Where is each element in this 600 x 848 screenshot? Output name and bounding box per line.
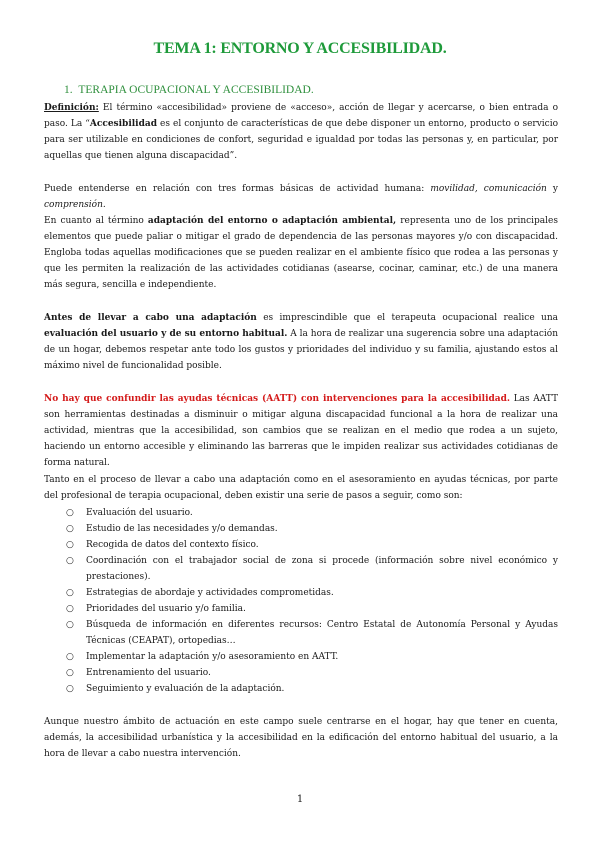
- paragraph-closing: Aunque nuestro ámbito de actuación en este campo suele centrarse en el hogar, hay que tener en cuenta, además, la accesibilidad urbanística y la accesibilidad en la edificación del entorno habitual del usuario, a la hora de llevar a cabo nuestra intervención.: [44, 717, 558, 759]
- paragraph-aatt: No hay que confundir las ayudas técnicas (AATT) con intervenciones para la accesibilidad. Las AATT son herramientas destinadas a disminuir o mitigar alguna discapacidad funcional a la hora de realizar una actividad, mientras que la accesibilidad, son cambios que se realizan en el medio que rodea a un sujeto, haciendo un entorno accesible y eliminando las barreras que le impiden realizar sus actividades cotidianas de forma natural.: [44, 394, 558, 468]
- section-label: TERAPIA OCUPACIONAL Y ACCESIBILIDAD.: [78, 84, 314, 96]
- list-item: [66, 649, 558, 665]
- bullet-icon: ○: [66, 668, 74, 678]
- paragraph-activity-forms: Puede entenderse en relación con tres formas básicas de actividad humana: movilidad, comunicación y comprensión.: [44, 184, 558, 210]
- list-item-text: Seguimiento y evaluación de la adaptación.: [86, 684, 285, 694]
- paragraph-adaptation: En cuanto al término adaptación del entorno o adaptación ambiental, representa uno de los principales elementos que puede paliar o mitigar el grado de dependencia de las personas mayores y/o con discapacidad. Engloba todas aquellas modificaciones que se pueden realizar en el ambiente físico que rodea a las personas y que les permiten la realización de las actividades cotidianas (asearse, cocinar, caminar, etc.) de una manera más segura, sencilla e independiente.: [44, 216, 558, 290]
- steps-list: [66, 505, 558, 697]
- paragraph-steps-intro: Tanto en el proceso de llevar a cabo una adaptación como en el asesoramiento en ayudas técnicas, por parte del profesional de terapia ocupacional, deben existir una serie de pasos a seguir, como son:: [44, 475, 558, 501]
- list-item-text: Recogida de datos del contexto físico.: [86, 540, 259, 550]
- list-item: [66, 537, 558, 553]
- list-item: [66, 505, 558, 521]
- bullet-icon: ○: [66, 508, 74, 518]
- list-item: [66, 553, 558, 585]
- list-item-text: Evaluación del usuario.: [86, 508, 193, 518]
- bullet-icon: ○: [66, 604, 74, 614]
- list-item-text: Estrategias de abordaje y actividades comprometidas.: [86, 588, 334, 598]
- page-number: 1: [296, 794, 304, 805]
- paragraph-evaluation: Antes de llevar a cabo una adaptación es imprescindible que el terapeuta ocupacional realice una evaluación del usuario y de su entorno habitual. A la hora de realizar una sugerencia sobre una adaptación de un hogar, debemos respetar ante todo los gustos y prioridades del individuo y su familia, ajustando estos al máximo nivel de funcionalidad posible.: [44, 313, 558, 371]
- bullet-icon: ○: [66, 556, 74, 566]
- page-title: TEMA 1: ENTORNO Y ACCESIBILIDAD.: [153, 40, 447, 57]
- section-number: 1.: [64, 84, 73, 96]
- list-item: [66, 601, 558, 617]
- list-item-text: Búsqueda de información en diferentes recursos: Centro Estatal de Autonomía Personal y Ayudas Técnicas (CEAPAT), ortopedias…: [86, 620, 558, 646]
- paragraph-definition: Definición: El término «accesibilidad» proviene de «acceso», acción de llegar y acercarse, o bien entrada o paso. La “Accesibilidad es el conjunto de características de que debe disponer un entorno, producto o servicio para ser utilizable en condiciones de confort, seguridad e igualdad por todas las personas y, en particular, por aquellas que tienen alguna discapacidad”.: [44, 103, 558, 161]
- list-item-text: Prioridades del usuario y/o familia.: [86, 604, 246, 614]
- bullet-icon: ○: [66, 524, 74, 534]
- bullet-icon: ○: [66, 540, 74, 550]
- list-item-text: Coordinación con el trabajador social de zona si procede (información sobre nivel económico y prestaciones).: [86, 556, 558, 582]
- list-item: [66, 585, 558, 601]
- list-item: [66, 665, 558, 681]
- section-heading: [64, 84, 314, 96]
- bullet-icon: ○: [66, 588, 74, 598]
- list-item-text: Entrenamiento del usuario.: [86, 668, 211, 678]
- list-item-text: Estudio de las necesidades y/o demandas.: [86, 524, 278, 534]
- definition-label: Definición:: [44, 103, 99, 113]
- list-item: [66, 521, 558, 537]
- list-item: [66, 617, 558, 649]
- list-item-text: Implementar la adaptación y/o asesoramiento en AATT.: [86, 652, 339, 662]
- alert-text: No hay que confundir las ayudas técnicas (AATT) con intervenciones para la accesibilidad.: [44, 394, 511, 404]
- bullet-icon: ○: [66, 652, 74, 662]
- bullet-icon: ○: [66, 620, 74, 630]
- bullet-icon: ○: [66, 684, 74, 694]
- list-item: [66, 681, 558, 697]
